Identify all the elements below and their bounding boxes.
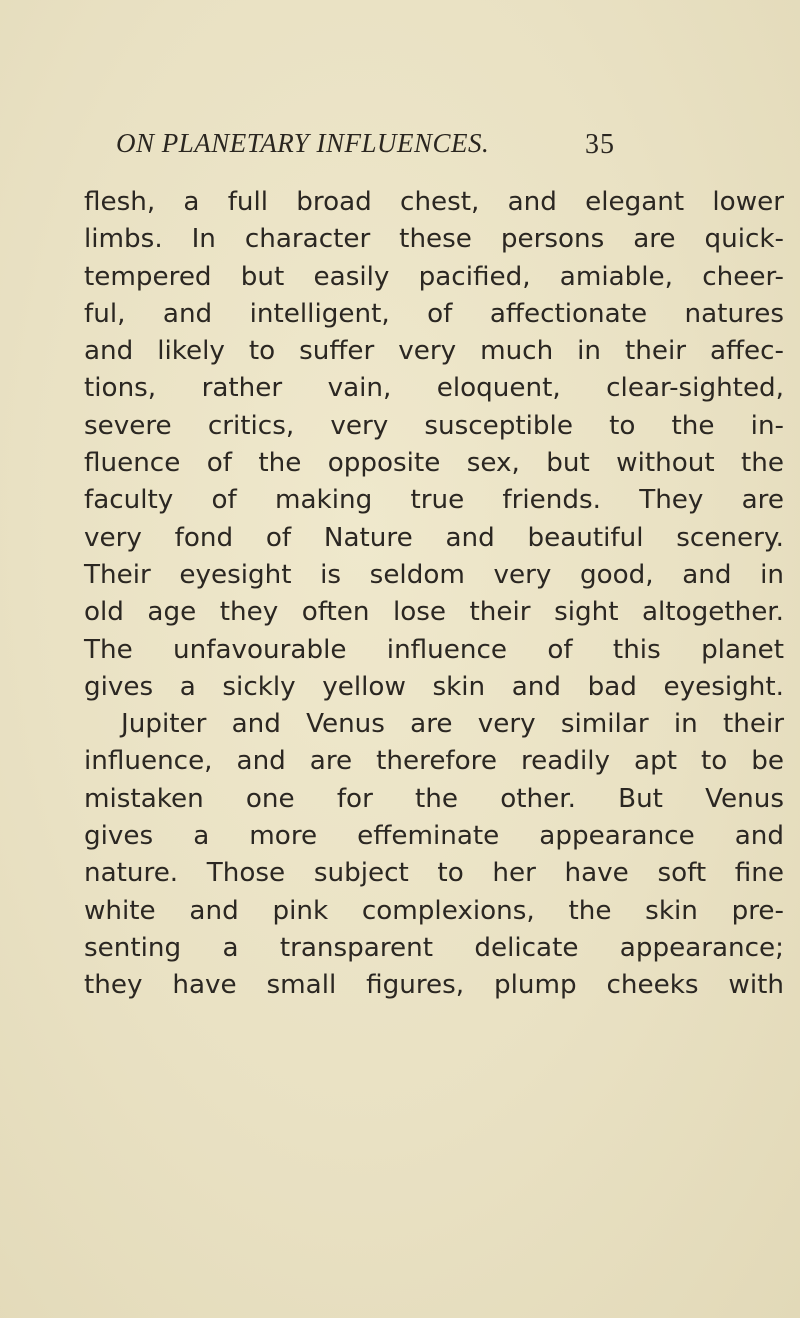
text-line: tempered but easily pacified, amiable, cheer- (84, 261, 784, 292)
text-line: severe critics, very susceptible to the in- (84, 410, 784, 441)
text-line: ful, and intelligent, of affectionate natures (84, 298, 784, 329)
text-line: very fond of Nature and beautiful scenery. (84, 522, 784, 553)
text-line: limbs. In character these persons are quick- (84, 224, 784, 255)
text-line: white and pink complexions, the skin pre- (84, 895, 784, 926)
text-line: and likely to suffer very much in their affec- (84, 336, 784, 367)
text-line: mistaken one for the other. But Venus (84, 783, 784, 814)
body-text (84, 184, 784, 1005)
text-line: Their eyesight is seldom very good, and in (84, 559, 784, 590)
text-line: tions, rather vain, eloquent, clear-sighted, (84, 373, 784, 404)
text-line: influence, and are therefore readily apt to be (84, 746, 784, 777)
running-head (0, 128, 800, 168)
text-line: senting a transparent delicate appearance; (84, 932, 784, 963)
paragraph-start-line: Jupiter and Venus are very similar in their (121, 709, 784, 740)
text-line: gives a sickly yellow skin and bad eyesight. (84, 671, 784, 702)
text-line: The unfavourable influence of this planet (84, 634, 784, 665)
text-line: fluence of the opposite sex, but without the (84, 448, 784, 479)
text-line: nature. Those subject to her have soft fine (84, 858, 784, 889)
text-line: old age they often lose their sight altogether. (84, 597, 784, 628)
running-title: ON PLANETARY INFLUENCES. (116, 128, 490, 158)
text-line: gives a more effeminate appearance and (84, 821, 784, 852)
page-number: 35 (585, 129, 615, 160)
text-line: flesh, a full broad chest, and elegant lower (84, 187, 784, 217)
text-line: they have small figures, plump cheeks with (84, 970, 784, 1001)
text-line: faculty of making true friends. They are (84, 485, 784, 516)
